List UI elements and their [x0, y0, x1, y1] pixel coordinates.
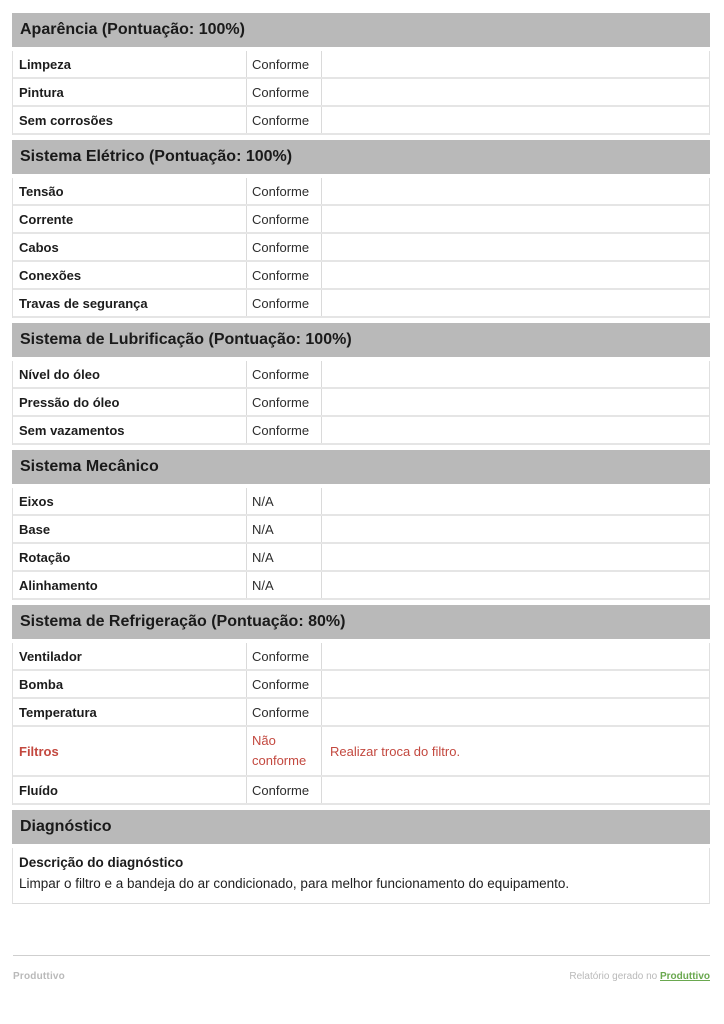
table-row: [13, 389, 709, 417]
section-header-aparencia: [12, 13, 710, 47]
section-title: Diagnóstico: [20, 818, 112, 835]
item-label: Conexões: [19, 267, 82, 283]
table-row: [13, 51, 709, 79]
observation-value: [321, 206, 709, 232]
table-row: [13, 699, 709, 727]
item-label: Sem vazamentos: [19, 422, 125, 438]
status-value: Conforme: [246, 290, 321, 316]
item-label: Corrente: [19, 211, 74, 227]
status-value: Conforme: [246, 262, 321, 288]
table-row: [13, 488, 709, 516]
observation-value: Realizar troca do filtro.: [321, 727, 709, 775]
table-row: [13, 544, 709, 572]
observation-value: [321, 107, 709, 133]
table-row: [13, 290, 709, 318]
item-label: Temperatura: [19, 704, 97, 720]
status-value: Conforme: [246, 777, 321, 803]
observation-value: [321, 79, 709, 105]
status-value: N/A: [246, 516, 321, 542]
observation-value: [321, 488, 709, 514]
observation-value: [321, 699, 709, 725]
table-row-nonconform: [13, 727, 709, 777]
observation-value: [321, 544, 709, 570]
item-label: Fluído: [19, 782, 58, 798]
table-row: [13, 361, 709, 389]
observation-value: [321, 290, 709, 316]
status-value: Conforme: [246, 107, 321, 133]
section-title: Sistema de Refrigeração (Pontuação: 80%): [20, 613, 346, 630]
observation-value: [321, 516, 709, 542]
section-title: Sistema de Lubrificação (Pontuação: 100%): [20, 331, 352, 348]
table-row: [13, 79, 709, 107]
observation-value: [321, 671, 709, 697]
item-label: Base: [19, 521, 51, 537]
section-header-refrigeracao: [12, 605, 710, 639]
table-row: [13, 234, 709, 262]
item-label: Tensão: [19, 183, 64, 199]
footer-generated-text: Relatório gerado no: [569, 971, 658, 982]
item-label: Sem corrosões: [19, 112, 113, 128]
status-value: N/A: [246, 544, 321, 570]
status-value: Conforme: [246, 206, 321, 232]
section-header-lubrificacao: [12, 323, 710, 357]
observation-value: [321, 572, 709, 598]
status-value: N/A: [246, 488, 321, 514]
item-label: Limpeza: [19, 56, 72, 72]
observation-value: [321, 51, 709, 77]
table-row: [13, 262, 709, 290]
item-label: Filtros: [19, 743, 59, 759]
produttivo-link[interactable]: Produttivo: [660, 971, 710, 982]
item-label: Pintura: [19, 84, 64, 100]
table-row: [13, 107, 709, 135]
status-value: Conforme: [246, 361, 321, 387]
observation-value: [321, 777, 709, 803]
observation-value: [321, 234, 709, 260]
item-label: Bomba: [19, 676, 64, 692]
observation-value: [321, 361, 709, 387]
report-body: [12, 13, 710, 904]
status-value: Conforme: [246, 699, 321, 725]
status-value: Conforme: [246, 178, 321, 204]
item-label: Rotação: [19, 549, 71, 565]
observation-value: [321, 417, 709, 443]
diagnosis-block: [12, 848, 710, 904]
item-label: Nível do óleo: [19, 366, 100, 382]
section-title: Aparência (Pontuação: 100%): [20, 21, 245, 38]
observation-value: [321, 643, 709, 669]
status-value: N/A: [246, 572, 321, 598]
footer-brand: Produttivo: [13, 971, 65, 982]
footer-divider: [13, 955, 710, 956]
item-label: Eixos: [19, 493, 54, 509]
observation-value: [321, 262, 709, 288]
table-row: [13, 572, 709, 600]
status-value: Conforme: [246, 671, 321, 697]
section-title: Sistema Elétrico (Pontuação: 100%): [20, 148, 293, 165]
table-row: [13, 206, 709, 234]
item-label: Travas de segurança: [19, 295, 148, 311]
table-row: [13, 671, 709, 699]
section-header-sistema-eletrico: [12, 140, 710, 174]
footer: [13, 971, 710, 982]
section-table-aparencia: [12, 51, 710, 135]
observation-value: [321, 178, 709, 204]
observation-value: [321, 389, 709, 415]
section-table-sistema-eletrico: [12, 178, 710, 318]
item-label: Alinhamento: [19, 577, 98, 593]
table-row: [13, 178, 709, 206]
status-value: Conforme: [246, 643, 321, 669]
status-value: Não conforme: [246, 727, 321, 775]
item-label: Pressão do óleo: [19, 394, 120, 410]
status-value: Conforme: [246, 79, 321, 105]
item-label: Cabos: [19, 239, 59, 255]
table-row: [13, 643, 709, 671]
status-value: Conforme: [246, 417, 321, 443]
status-value: Conforme: [246, 389, 321, 415]
status-value: Conforme: [246, 234, 321, 260]
diagnosis-label: Descrição do diagnóstico: [19, 855, 184, 870]
section-table-refrigeracao: [12, 643, 710, 805]
item-label: Ventilador: [19, 648, 82, 664]
status-value: Conforme: [246, 51, 321, 77]
section-table-mecanico: [12, 488, 710, 600]
table-row: [13, 777, 709, 805]
table-row: [13, 516, 709, 544]
section-title: Sistema Mecânico: [20, 458, 159, 475]
section-table-lubrificacao: [12, 361, 710, 445]
footer-generated-note: [569, 971, 710, 982]
section-header-mecanico: [12, 450, 710, 484]
section-header-diagnostico: [12, 810, 710, 844]
diagnosis-text: Limpar o filtro e a bandeja do ar condicionado, para melhor funcionamento do equipamento.: [19, 876, 570, 891]
table-row: [13, 417, 709, 445]
